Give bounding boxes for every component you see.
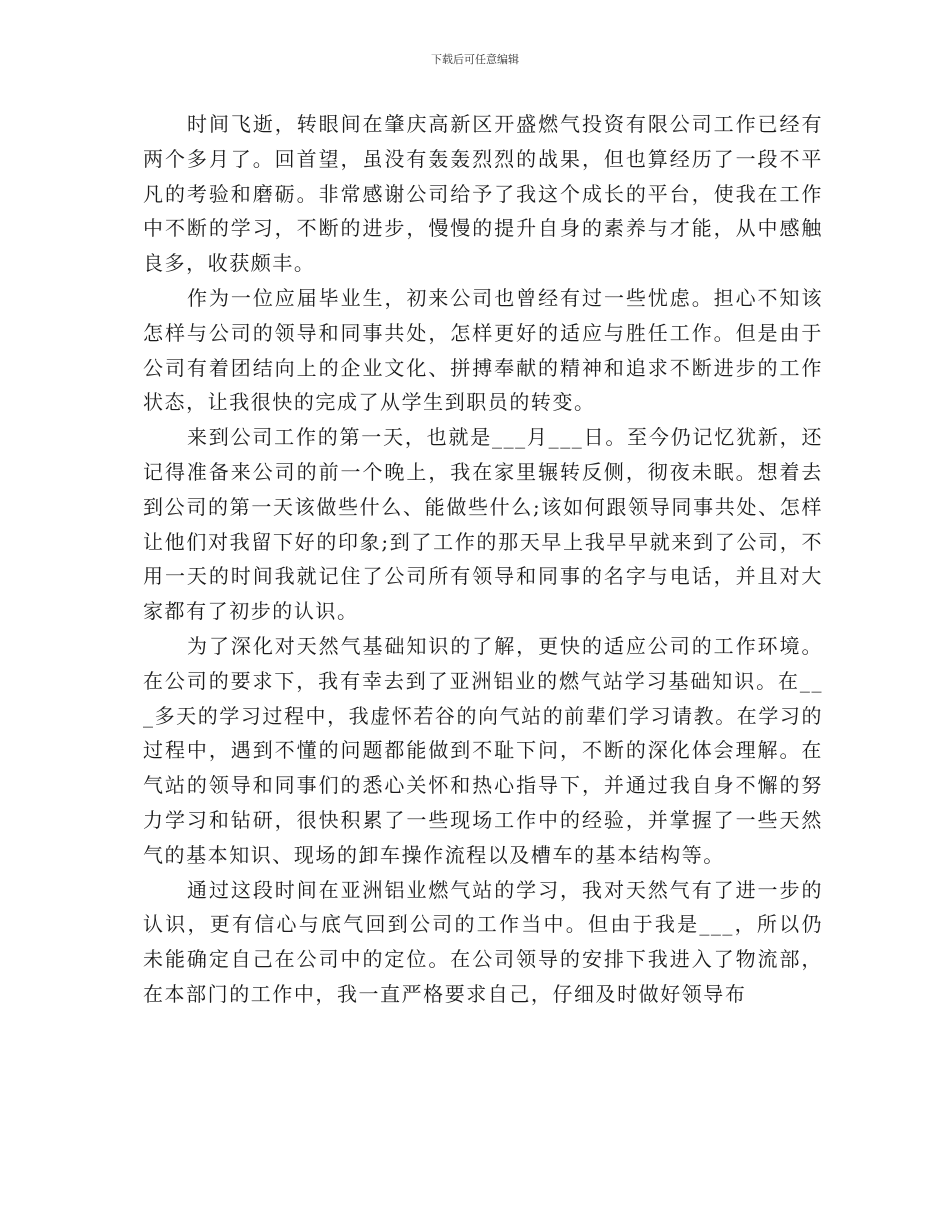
page-header-note: 下载后可任意编辑 <box>431 53 519 66</box>
paragraph-1: 时间飞逝，转眼间在肇庆高新区开盛燃气投资有限公司工作已经有两个多月了。回首望，虽没有轰轰烈烈的战果，但也算经历了一段不平凡的考验和磨砺。非常感谢公司给予了我这个成长的平台，使我在工作中不断的学习，不断的进步，慢慢的提升自身的素养与才能，从中感触良多，收获颇丰。 <box>143 112 823 276</box>
paragraph-2: 作为一位应届毕业生，初来公司也曾经有过一些忧虑。担心不知该怎样与公司的领导和同事共处，怎样更好的适应与胜任工作。但是由于公司有着团结向上的企业文化、拼搏奉献的精神和追求不断进步的工作状态，让我很快的完成了从学生到职员的转变。 <box>143 285 823 415</box>
paragraph-5: 通过这段时间在亚洲铝业燃气站的学习，我对天然气有了进一步的认识，更有信心与底气回到公司的工作当中。但由于我是___，所以仍未能确定自己在公司中的定位。在公司领导的安排下我进入了物流部，在本部门的工作中，我一直严格要求自己，仔细及时做好领导布 <box>143 877 823 1006</box>
paragraph-3: 来到公司工作的第一天，也就是___月___日。至今仍记忆犹新，还记得准备来公司的前一个晚上，我在家里辗转反侧，彻夜未眠。想着去到公司的第一天该做些什么、能做些什么;该如何跟领导同事共处、怎样让他们对我留下好的印象;到了工作的那天早上我早早就来到了公司，不用一天的时间我就记住了公司所有领导和同事的名字与电话，并且对大家都有了初步的认识。 <box>143 425 823 624</box>
paragraph-4: 为了深化对天然气基础知识的了解，更快的适应公司的工作环境。在公司的要求下，我有幸去到了亚洲铝业的燃气站学习基础知识。在___多天的学习过程中，我虚怀若谷的向气站的前辈们学习请教。在学习的过程中，遇到不懂的问题都能做到不耻下问，不断的深化体会理解。在气站的领导和同事们的悉心关怀和热心指导下，并通过我自身不懈的努力学习和钻研，很快积累了一些现场工作中的经验，并掌握了一些天然气的基本知识、现场的卸车操作流程以及槽车的基本结构等。 <box>143 633 823 867</box>
document-body <box>143 107 823 1012</box>
